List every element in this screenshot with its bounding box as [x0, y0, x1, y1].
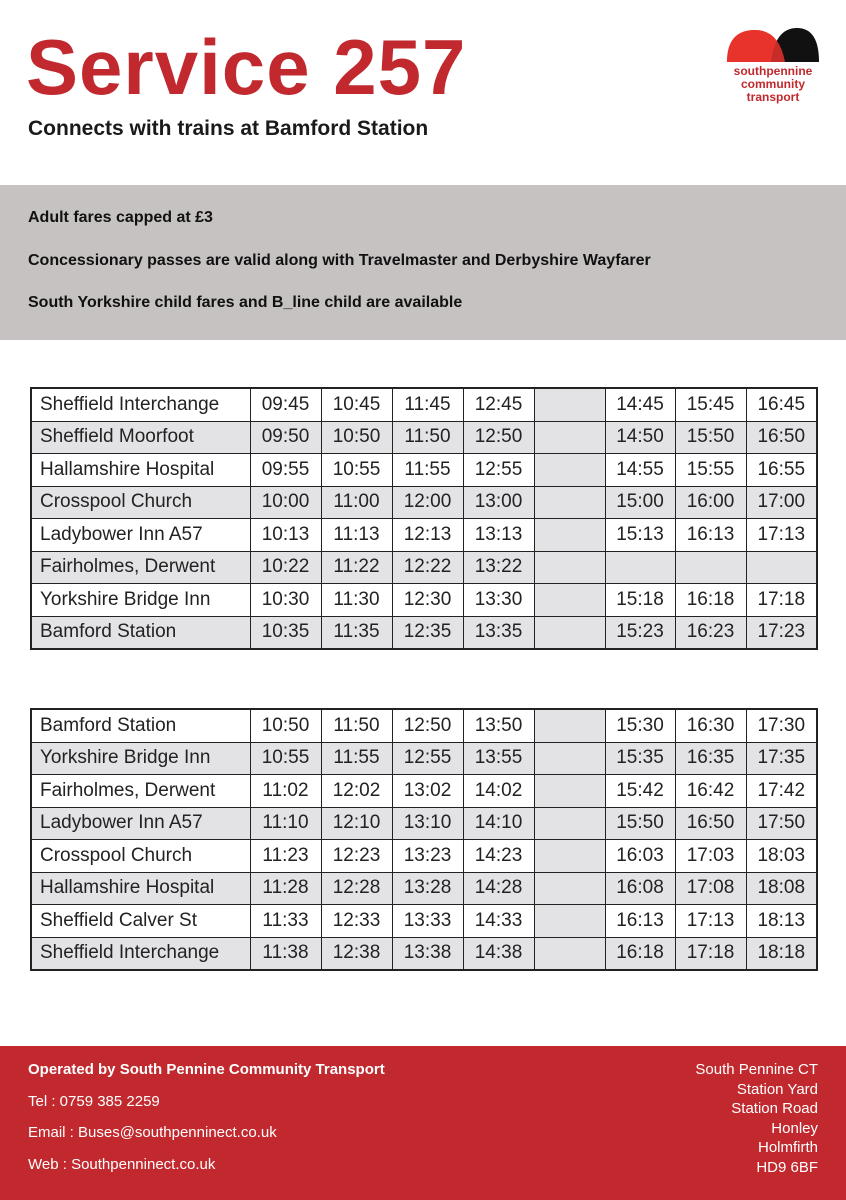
- gap-column-cell: [534, 872, 605, 905]
- departure-time: 12:45: [463, 388, 534, 421]
- address-line: HD9 6BF: [756, 1158, 818, 1176]
- stop-name: Sheffield Interchange: [31, 388, 250, 421]
- departure-time: 10:45: [321, 388, 392, 421]
- timetable-row: [31, 840, 817, 873]
- gap-column-cell: [534, 905, 605, 938]
- departure-time: 12:33: [321, 905, 392, 938]
- stop-name: Bamford Station: [31, 709, 250, 742]
- timetable-row: [31, 388, 817, 421]
- departure-time: 10:55: [250, 742, 321, 775]
- departure-time: 12:50: [463, 421, 534, 454]
- departure-time: 17:13: [746, 519, 817, 552]
- departure-time: 16:08: [605, 872, 675, 905]
- logo-text-line: transport: [746, 90, 800, 104]
- gap-column-cell: [534, 709, 605, 742]
- departure-time: 15:35: [605, 742, 675, 775]
- departure-time: [605, 551, 675, 584]
- contact-website[interactable]: Web : Southpenninect.co.uk: [28, 1156, 216, 1173]
- stop-name: Fairholmes, Derwent: [31, 551, 250, 584]
- gap-column-cell: [534, 584, 605, 617]
- departure-time: 13:33: [392, 905, 463, 938]
- departure-time: 12:55: [463, 454, 534, 487]
- departure-time: 16:30: [675, 709, 746, 742]
- stop-name: Ladybower Inn A57: [31, 807, 250, 840]
- departure-time: 11:35: [321, 616, 392, 649]
- timetable-row: [31, 905, 817, 938]
- departure-time: 17:00: [746, 486, 817, 519]
- departure-time: 17:30: [746, 709, 817, 742]
- stop-name: Sheffield Moorfoot: [31, 421, 250, 454]
- departure-time: 15:50: [605, 807, 675, 840]
- departure-time: 14:45: [605, 388, 675, 421]
- stop-name: Yorkshire Bridge Inn: [31, 742, 250, 775]
- departure-time: 16:35: [675, 742, 746, 775]
- departure-time: 17:08: [675, 872, 746, 905]
- timetable-row: [31, 519, 817, 552]
- departure-time: 15:45: [675, 388, 746, 421]
- departure-time: 13:50: [463, 709, 534, 742]
- departure-time: 16:18: [605, 937, 675, 970]
- stop-name: Crosspool Church: [31, 486, 250, 519]
- stop-name: Ladybower Inn A57: [31, 519, 250, 552]
- departure-time: 12:02: [321, 775, 392, 808]
- timetable-row: [31, 709, 817, 742]
- fares-panel: [0, 185, 846, 340]
- stop-name: Bamford Station: [31, 616, 250, 649]
- timetable-row: [31, 872, 817, 905]
- gap-column-cell: [534, 454, 605, 487]
- departure-time: 16:55: [746, 454, 817, 487]
- departure-time: 09:45: [250, 388, 321, 421]
- departure-time: 13:00: [463, 486, 534, 519]
- timetable-row: [31, 551, 817, 584]
- operator-name: Operated by South Pennine Community Transport: [28, 1061, 385, 1078]
- departure-time: 11:45: [392, 388, 463, 421]
- departure-time: 16:13: [675, 519, 746, 552]
- departure-time: 11:33: [250, 905, 321, 938]
- departure-time: 09:55: [250, 454, 321, 487]
- departure-time: 13:22: [463, 551, 534, 584]
- departure-time: 11:10: [250, 807, 321, 840]
- timetable-row: [31, 937, 817, 970]
- footer: [0, 1046, 846, 1200]
- address-line: Honley: [771, 1119, 818, 1137]
- departure-time: 18:03: [746, 840, 817, 873]
- departure-time: 13:02: [392, 775, 463, 808]
- operator-address: [695, 1060, 818, 1177]
- page-subtitle: Connects with trains at Bamford Station: [28, 117, 429, 140]
- departure-time: 14:23: [463, 840, 534, 873]
- departure-time: 13:38: [392, 937, 463, 970]
- departure-time: 14:02: [463, 775, 534, 808]
- gap-column-cell: [534, 807, 605, 840]
- departure-time: 10:55: [321, 454, 392, 487]
- departure-time: 12:00: [392, 486, 463, 519]
- departure-time: [746, 551, 817, 584]
- departure-time: 11:28: [250, 872, 321, 905]
- gap-column-cell: [534, 937, 605, 970]
- departure-time: 10:13: [250, 519, 321, 552]
- departure-time: 11:50: [392, 421, 463, 454]
- gap-column-cell: [534, 388, 605, 421]
- fare-info: Adult fares capped at £3: [28, 209, 213, 226]
- departure-time: 16:00: [675, 486, 746, 519]
- departure-time: 12:50: [392, 709, 463, 742]
- departure-time: 13:30: [463, 584, 534, 617]
- departure-time: 17:13: [675, 905, 746, 938]
- departure-time: 16:03: [605, 840, 675, 873]
- departure-time: 17:18: [746, 584, 817, 617]
- timetable-row: [31, 616, 817, 649]
- gap-column-cell: [534, 421, 605, 454]
- departure-time: 15:23: [605, 616, 675, 649]
- departure-time: 12:23: [321, 840, 392, 873]
- departure-time: 14:50: [605, 421, 675, 454]
- departure-time: 16:18: [675, 584, 746, 617]
- departure-time: 11:50: [321, 709, 392, 742]
- departure-time: 16:50: [746, 421, 817, 454]
- departure-time: 09:50: [250, 421, 321, 454]
- fare-info: Concessionary passes are valid along with Travelmaster and Derbyshire Wayfarer: [28, 252, 651, 269]
- departure-time: 11:22: [321, 551, 392, 584]
- departure-time: 15:18: [605, 584, 675, 617]
- departure-time: 17:42: [746, 775, 817, 808]
- stop-name: Crosspool Church: [31, 840, 250, 873]
- departure-time: 14:55: [605, 454, 675, 487]
- departure-time: 11:23: [250, 840, 321, 873]
- departure-time: 12:55: [392, 742, 463, 775]
- logo-text-line: southpennine: [733, 64, 813, 78]
- address-line: Holmfirth: [757, 1139, 818, 1156]
- departure-time: 11:55: [392, 454, 463, 487]
- gap-column-cell: [534, 519, 605, 552]
- departure-time: 11:55: [321, 742, 392, 775]
- address-line: Station Road: [731, 1100, 818, 1117]
- contact-email[interactable]: Email : Buses@southpenninect.co.uk: [28, 1124, 277, 1141]
- departure-time: 14:10: [463, 807, 534, 840]
- address-line: South Pennine CT: [695, 1061, 818, 1078]
- departure-time: 13:13: [463, 519, 534, 552]
- departure-time: 10:30: [250, 584, 321, 617]
- departure-time: 16:13: [605, 905, 675, 938]
- inbound-timetable: [30, 708, 818, 971]
- stop-name: Sheffield Interchange: [31, 937, 250, 970]
- departure-time: 11:38: [250, 937, 321, 970]
- departure-time: 16:45: [746, 388, 817, 421]
- gap-column-cell: [534, 742, 605, 775]
- departure-time: 14:28: [463, 872, 534, 905]
- departure-time: 13:28: [392, 872, 463, 905]
- departure-time: 13:23: [392, 840, 463, 873]
- departure-time: 11:30: [321, 584, 392, 617]
- departure-time: 17:50: [746, 807, 817, 840]
- logo-text-line: community: [740, 77, 805, 91]
- contact-phone: Tel : 0759 385 2259: [28, 1093, 160, 1110]
- departure-time: 12:28: [321, 872, 392, 905]
- departure-time: 15:13: [605, 519, 675, 552]
- fare-info: South Yorkshire child fares and B_line child are available: [28, 294, 463, 311]
- address-line: Station Yard: [736, 1080, 818, 1098]
- departure-time: 17:18: [675, 937, 746, 970]
- timetable-row: [31, 486, 817, 519]
- departure-time: 15:50: [675, 421, 746, 454]
- departure-time: 10:50: [250, 709, 321, 742]
- departure-time: 17:35: [746, 742, 817, 775]
- stop-name: Fairholmes, Derwent: [31, 775, 250, 808]
- departure-time: 13:10: [392, 807, 463, 840]
- timetable-row: [31, 421, 817, 454]
- gap-column-cell: [534, 840, 605, 873]
- departure-time: 12:22: [392, 551, 463, 584]
- stop-name: Sheffield Calver St: [31, 905, 250, 938]
- departure-time: 12:10: [321, 807, 392, 840]
- departure-time: 11:02: [250, 775, 321, 808]
- departure-time: 16:23: [675, 616, 746, 649]
- departure-time: [675, 551, 746, 584]
- departure-time: 16:42: [675, 775, 746, 808]
- departure-time: 11:00: [321, 486, 392, 519]
- departure-time: 15:55: [675, 454, 746, 487]
- operator-logo: [726, 28, 820, 104]
- gap-column-cell: [534, 486, 605, 519]
- departure-time: 10:50: [321, 421, 392, 454]
- departure-time: 14:33: [463, 905, 534, 938]
- stop-name: Hallamshire Hospital: [31, 454, 250, 487]
- departure-time: 18:08: [746, 872, 817, 905]
- timetable-row: [31, 807, 817, 840]
- departure-time: 15:42: [605, 775, 675, 808]
- departure-time: 16:50: [675, 807, 746, 840]
- departure-time: 12:38: [321, 937, 392, 970]
- page-title: Service 257: [26, 23, 467, 111]
- departure-time: 15:00: [605, 486, 675, 519]
- stop-name: Hallamshire Hospital: [31, 872, 250, 905]
- outbound-timetable: [30, 387, 818, 650]
- departure-time: 11:13: [321, 519, 392, 552]
- departure-time: 17:03: [675, 840, 746, 873]
- timetable-row: [31, 454, 817, 487]
- departure-time: 13:55: [463, 742, 534, 775]
- departure-time: 12:35: [392, 616, 463, 649]
- gap-column-cell: [534, 616, 605, 649]
- departure-time: 12:13: [392, 519, 463, 552]
- departure-time: 10:35: [250, 616, 321, 649]
- timetable-row: [31, 775, 817, 808]
- departure-time: 14:38: [463, 937, 534, 970]
- timetable-row: [31, 742, 817, 775]
- logo-hills-icon: [727, 28, 819, 62]
- departure-time: 12:30: [392, 584, 463, 617]
- departure-time: 18:18: [746, 937, 817, 970]
- departure-time: 10:00: [250, 486, 321, 519]
- departure-time: 18:13: [746, 905, 817, 938]
- departure-time: 10:22: [250, 551, 321, 584]
- departure-time: 15:30: [605, 709, 675, 742]
- gap-column-cell: [534, 551, 605, 584]
- stop-name: Yorkshire Bridge Inn: [31, 584, 250, 617]
- departure-time: 17:23: [746, 616, 817, 649]
- timetable-row: [31, 584, 817, 617]
- departure-time: 13:35: [463, 616, 534, 649]
- gap-column-cell: [534, 775, 605, 808]
